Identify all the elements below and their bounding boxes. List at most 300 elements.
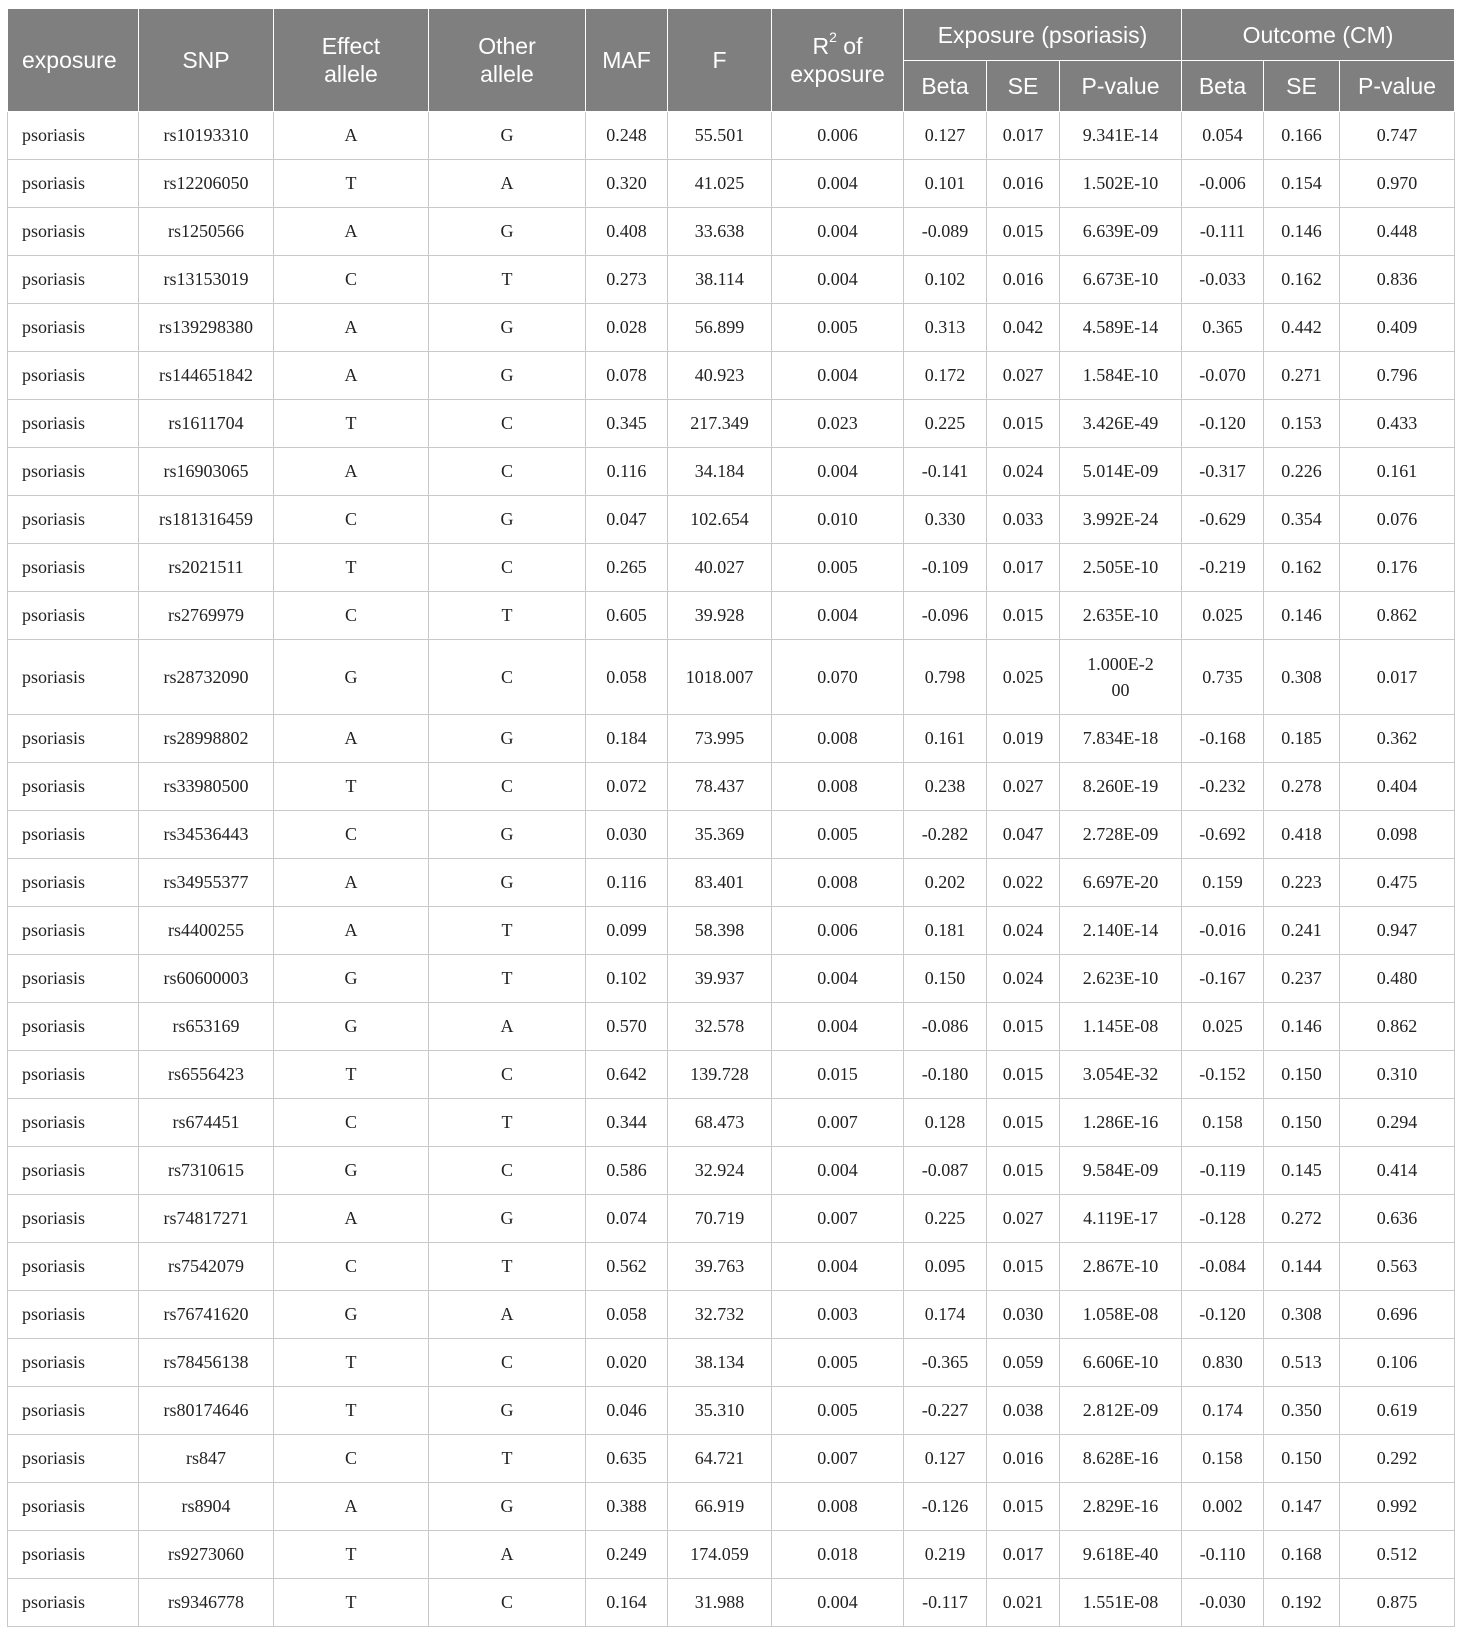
cell-outcome-pvalue: 0.076 xyxy=(1340,496,1455,544)
cell-other-allele: G xyxy=(429,811,586,859)
table-row xyxy=(8,640,1455,715)
header-f: F xyxy=(668,9,772,112)
cell-outcome-se: 0.272 xyxy=(1264,1195,1340,1243)
cell-maf: 0.116 xyxy=(586,448,668,496)
cell-outcome-pvalue: 0.747 xyxy=(1340,112,1455,160)
cell-snp: rs6556423 xyxy=(139,1051,274,1099)
table-row xyxy=(8,1195,1455,1243)
cell-exposure: psoriasis xyxy=(8,811,139,859)
cell-effect-allele: A xyxy=(274,907,429,955)
header-group-exposure: Exposure (psoriasis) xyxy=(904,9,1182,61)
cell-exposure-beta: -0.180 xyxy=(904,1051,987,1099)
cell-f: 39.937 xyxy=(668,955,772,1003)
cell-other-allele: G xyxy=(429,112,586,160)
cell-snp: rs78456138 xyxy=(139,1339,274,1387)
cell-outcome-beta: -0.070 xyxy=(1182,352,1264,400)
cell-exposure-pvalue: 2.505E-10 xyxy=(1060,544,1182,592)
cell-outcome-se: 0.166 xyxy=(1264,112,1340,160)
cell-outcome-se: 0.442 xyxy=(1264,304,1340,352)
cell-exposure-se: 0.025 xyxy=(987,640,1060,715)
header-effect-allele xyxy=(274,9,429,112)
cell-other-allele: G xyxy=(429,352,586,400)
cell-exposure: psoriasis xyxy=(8,763,139,811)
header-r2-main: R xyxy=(812,33,830,59)
cell-exposure-pvalue: 1.145E-08 xyxy=(1060,1003,1182,1051)
cell-effect-allele: T xyxy=(274,1387,429,1435)
cell-f: 174.059 xyxy=(668,1531,772,1579)
cell-outcome-pvalue: 0.696 xyxy=(1340,1291,1455,1339)
cell-exposure-beta: 0.161 xyxy=(904,715,987,763)
cell-maf: 0.028 xyxy=(586,304,668,352)
cell-maf: 0.058 xyxy=(586,640,668,715)
cell-exposure-se: 0.059 xyxy=(987,1339,1060,1387)
cell-exposure-beta: 0.127 xyxy=(904,112,987,160)
cell-maf: 0.102 xyxy=(586,955,668,1003)
header-outcome-beta: Beta xyxy=(1182,61,1264,112)
cell-exposure-pvalue: 2.829E-16 xyxy=(1060,1483,1182,1531)
cell-f: 78.437 xyxy=(668,763,772,811)
cell-exposure-se: 0.015 xyxy=(987,592,1060,640)
cell-exposure-pvalue: 8.260E-19 xyxy=(1060,763,1182,811)
table-row xyxy=(8,1291,1455,1339)
cell-snp: rs60600003 xyxy=(139,955,274,1003)
header-r2-of: of xyxy=(836,33,863,59)
cell-r2: 0.005 xyxy=(772,1339,904,1387)
cell-exposure-pvalue: 6.673E-10 xyxy=(1060,256,1182,304)
cell-maf: 0.020 xyxy=(586,1339,668,1387)
header-outcome-se: SE xyxy=(1264,61,1340,112)
cell-exposure-pvalue: 2.728E-09 xyxy=(1060,811,1182,859)
cell-f: 39.763 xyxy=(668,1243,772,1291)
cell-other-allele: C xyxy=(429,448,586,496)
cell-f: 68.473 xyxy=(668,1099,772,1147)
cell-exposure: psoriasis xyxy=(8,592,139,640)
cell-outcome-beta: -0.033 xyxy=(1182,256,1264,304)
cell-other-allele: G xyxy=(429,304,586,352)
cell-snp: rs7310615 xyxy=(139,1147,274,1195)
cell-exposure-beta: 0.225 xyxy=(904,1195,987,1243)
cell-exposure-se: 0.016 xyxy=(987,160,1060,208)
cell-outcome-se: 0.308 xyxy=(1264,1291,1340,1339)
cell-effect-allele: A xyxy=(274,208,429,256)
header-maf: MAF xyxy=(586,9,668,112)
cell-exposure-se: 0.027 xyxy=(987,352,1060,400)
cell-exposure-se: 0.015 xyxy=(987,1243,1060,1291)
header-snp: SNP xyxy=(139,9,274,112)
cell-outcome-se: 0.223 xyxy=(1264,859,1340,907)
cell-r2: 0.007 xyxy=(772,1435,904,1483)
cell-maf: 0.248 xyxy=(586,112,668,160)
cell-snp: rs7542079 xyxy=(139,1243,274,1291)
cell-exposure-beta: 0.225 xyxy=(904,400,987,448)
cell-r2: 0.004 xyxy=(772,1147,904,1195)
cell-maf: 0.562 xyxy=(586,1243,668,1291)
cell-snp: rs9273060 xyxy=(139,1531,274,1579)
cell-maf: 0.570 xyxy=(586,1003,668,1051)
table-row xyxy=(8,256,1455,304)
cell-f: 33.638 xyxy=(668,208,772,256)
cell-exposure-beta: -0.365 xyxy=(904,1339,987,1387)
cell-f: 102.654 xyxy=(668,496,772,544)
cell-outcome-pvalue: 0.836 xyxy=(1340,256,1455,304)
cell-outcome-pvalue: 0.106 xyxy=(1340,1339,1455,1387)
cell-exposure-beta: 0.095 xyxy=(904,1243,987,1291)
cell-snp: rs28998802 xyxy=(139,715,274,763)
cell-exposure: psoriasis xyxy=(8,640,139,715)
table-row xyxy=(8,811,1455,859)
cell-exposure-beta: 0.798 xyxy=(904,640,987,715)
cell-exposure-se: 0.016 xyxy=(987,1435,1060,1483)
cell-exposure-pvalue: 7.834E-18 xyxy=(1060,715,1182,763)
cell-other-allele: G xyxy=(429,208,586,256)
cell-exposure: psoriasis xyxy=(8,859,139,907)
cell-snp: rs16903065 xyxy=(139,448,274,496)
cell-exposure-beta: -0.087 xyxy=(904,1147,987,1195)
cell-exposure: psoriasis xyxy=(8,1435,139,1483)
table-row xyxy=(8,352,1455,400)
cell-exposure-se: 0.015 xyxy=(987,208,1060,256)
cell-other-allele: T xyxy=(429,592,586,640)
header-exposure-beta: Beta xyxy=(904,61,987,112)
cell-r2: 0.023 xyxy=(772,400,904,448)
cell-outcome-se: 0.162 xyxy=(1264,256,1340,304)
cell-other-allele: T xyxy=(429,1435,586,1483)
cell-other-allele: T xyxy=(429,256,586,304)
cell-f: 35.369 xyxy=(668,811,772,859)
cell-exposure: psoriasis xyxy=(8,907,139,955)
cell-exposure-se: 0.015 xyxy=(987,400,1060,448)
cell-exposure-se: 0.024 xyxy=(987,907,1060,955)
cell-exposure-se: 0.038 xyxy=(987,1387,1060,1435)
table-row xyxy=(8,208,1455,256)
cell-snp: rs674451 xyxy=(139,1099,274,1147)
cell-f: 66.919 xyxy=(668,1483,772,1531)
cell-outcome-beta: 0.158 xyxy=(1182,1099,1264,1147)
header-other-allele xyxy=(429,9,586,112)
cell-effect-allele: A xyxy=(274,715,429,763)
cell-r2: 0.004 xyxy=(772,592,904,640)
cell-f: 35.310 xyxy=(668,1387,772,1435)
cell-exposure-se: 0.015 xyxy=(987,1003,1060,1051)
cell-f: 31.988 xyxy=(668,1579,772,1627)
cell-exposure-pvalue: 1.584E-10 xyxy=(1060,352,1182,400)
cell-r2: 0.015 xyxy=(772,1051,904,1099)
cell-exposure: psoriasis xyxy=(8,448,139,496)
cell-outcome-pvalue: 0.992 xyxy=(1340,1483,1455,1531)
cell-exposure: psoriasis xyxy=(8,256,139,304)
cell-f: 40.027 xyxy=(668,544,772,592)
cell-outcome-beta: 0.174 xyxy=(1182,1387,1264,1435)
cell-f: 217.349 xyxy=(668,400,772,448)
cell-exposure: psoriasis xyxy=(8,1243,139,1291)
cell-outcome-beta: -0.168 xyxy=(1182,715,1264,763)
cell-other-allele: A xyxy=(429,160,586,208)
cell-exposure-se: 0.033 xyxy=(987,496,1060,544)
cell-outcome-beta: -0.232 xyxy=(1182,763,1264,811)
cell-snp: rs9346778 xyxy=(139,1579,274,1627)
cell-effect-allele: T xyxy=(274,1339,429,1387)
cell-outcome-beta: -0.152 xyxy=(1182,1051,1264,1099)
cell-exposure: psoriasis xyxy=(8,1387,139,1435)
cell-maf: 0.635 xyxy=(586,1435,668,1483)
cell-exposure-se: 0.047 xyxy=(987,811,1060,859)
cell-outcome-pvalue: 0.294 xyxy=(1340,1099,1455,1147)
cell-f: 55.501 xyxy=(668,112,772,160)
cell-exposure-se: 0.015 xyxy=(987,1147,1060,1195)
table-row xyxy=(8,907,1455,955)
cell-exposure-beta: -0.117 xyxy=(904,1579,987,1627)
cell-exposure-se: 0.016 xyxy=(987,256,1060,304)
cell-f: 1018.007 xyxy=(668,640,772,715)
cell-outcome-beta: 0.002 xyxy=(1182,1483,1264,1531)
cell-exposure-pvalue: 9.618E-40 xyxy=(1060,1531,1182,1579)
cell-r2: 0.004 xyxy=(772,352,904,400)
cell-exposure-beta: -0.227 xyxy=(904,1387,987,1435)
cell-maf: 0.078 xyxy=(586,352,668,400)
cell-maf: 0.345 xyxy=(586,400,668,448)
cell-exposure: psoriasis xyxy=(8,1483,139,1531)
table-row xyxy=(8,1339,1455,1387)
cell-exposure-se: 0.015 xyxy=(987,1051,1060,1099)
cell-outcome-pvalue: 0.636 xyxy=(1340,1195,1455,1243)
cell-exposure-se: 0.017 xyxy=(987,1531,1060,1579)
cell-exposure-se: 0.015 xyxy=(987,1483,1060,1531)
cell-exposure-beta: 0.172 xyxy=(904,352,987,400)
cell-exposure-se: 0.015 xyxy=(987,1099,1060,1147)
header-other-allele-line2: allele xyxy=(480,61,534,87)
cell-exposure-pvalue: 2.623E-10 xyxy=(1060,955,1182,1003)
cell-exposure-pvalue: 3.992E-24 xyxy=(1060,496,1182,544)
cell-effect-allele: T xyxy=(274,1579,429,1627)
cell-snp: rs8904 xyxy=(139,1483,274,1531)
cell-outcome-beta: -0.692 xyxy=(1182,811,1264,859)
cell-r2: 0.004 xyxy=(772,256,904,304)
table-row xyxy=(8,496,1455,544)
cell-outcome-pvalue: 0.310 xyxy=(1340,1051,1455,1099)
cell-effect-allele: A xyxy=(274,304,429,352)
cell-effect-allele: A xyxy=(274,859,429,907)
cell-outcome-beta: -0.317 xyxy=(1182,448,1264,496)
cell-outcome-pvalue: 0.862 xyxy=(1340,1003,1455,1051)
cell-outcome-pvalue: 0.619 xyxy=(1340,1387,1455,1435)
cell-outcome-pvalue: 0.970 xyxy=(1340,160,1455,208)
table-row xyxy=(8,715,1455,763)
cell-effect-allele: C xyxy=(274,592,429,640)
cell-f: 56.899 xyxy=(668,304,772,352)
cell-r2: 0.006 xyxy=(772,112,904,160)
cell-outcome-beta: -0.016 xyxy=(1182,907,1264,955)
cell-outcome-beta: -0.030 xyxy=(1182,1579,1264,1627)
cell-snp: rs74817271 xyxy=(139,1195,274,1243)
cell-exposure-beta: 0.238 xyxy=(904,763,987,811)
cell-snp: rs34955377 xyxy=(139,859,274,907)
cell-effect-allele: T xyxy=(274,1531,429,1579)
header-exposure-pvalue: P-value xyxy=(1060,61,1182,112)
cell-outcome-beta: -0.120 xyxy=(1182,1291,1264,1339)
cell-exposure: psoriasis xyxy=(8,1147,139,1195)
table-row xyxy=(8,1435,1455,1483)
cell-exposure-pvalue: 1.551E-08 xyxy=(1060,1579,1182,1627)
cell-exposure: psoriasis xyxy=(8,304,139,352)
cell-r2: 0.004 xyxy=(772,1243,904,1291)
cell-outcome-se: 0.192 xyxy=(1264,1579,1340,1627)
cell-effect-allele: G xyxy=(274,640,429,715)
cell-other-allele: G xyxy=(429,1195,586,1243)
cell-maf: 0.388 xyxy=(586,1483,668,1531)
cell-outcome-beta: -0.629 xyxy=(1182,496,1264,544)
cell-exposure-pvalue: 5.014E-09 xyxy=(1060,448,1182,496)
cell-r2: 0.004 xyxy=(772,1003,904,1051)
cell-outcome-se: 0.237 xyxy=(1264,955,1340,1003)
cell-maf: 0.072 xyxy=(586,763,668,811)
table-row xyxy=(8,1003,1455,1051)
cell-maf: 0.184 xyxy=(586,715,668,763)
cell-exposure-beta: 0.330 xyxy=(904,496,987,544)
cell-exposure-se: 0.030 xyxy=(987,1291,1060,1339)
cell-effect-allele: A xyxy=(274,448,429,496)
cell-r2: 0.003 xyxy=(772,1291,904,1339)
cell-snp: rs139298380 xyxy=(139,304,274,352)
cell-r2: 0.008 xyxy=(772,763,904,811)
table-row xyxy=(8,448,1455,496)
cell-r2: 0.007 xyxy=(772,1099,904,1147)
cell-outcome-beta: 0.025 xyxy=(1182,592,1264,640)
cell-exposure-beta: -0.126 xyxy=(904,1483,987,1531)
table-row xyxy=(8,400,1455,448)
cell-exposure-beta: 0.102 xyxy=(904,256,987,304)
cell-outcome-pvalue: 0.414 xyxy=(1340,1147,1455,1195)
cell-snp: rs144651842 xyxy=(139,352,274,400)
cell-exposure: psoriasis xyxy=(8,715,139,763)
table-header xyxy=(8,9,1455,112)
cell-outcome-se: 0.154 xyxy=(1264,160,1340,208)
cell-r2: 0.004 xyxy=(772,448,904,496)
cell-f: 73.995 xyxy=(668,715,772,763)
cell-outcome-se: 0.146 xyxy=(1264,592,1340,640)
cell-exposure-pvalue: 2.812E-09 xyxy=(1060,1387,1182,1435)
cell-f: 83.401 xyxy=(668,859,772,907)
cell-exposure-beta: -0.282 xyxy=(904,811,987,859)
cell-outcome-beta: -0.120 xyxy=(1182,400,1264,448)
cell-exposure-pvalue: 3.054E-32 xyxy=(1060,1051,1182,1099)
cell-other-allele: C xyxy=(429,1339,586,1387)
cell-other-allele: G xyxy=(429,496,586,544)
header-outcome-pvalue: P-value xyxy=(1340,61,1455,112)
cell-maf: 0.074 xyxy=(586,1195,668,1243)
cell-other-allele: T xyxy=(429,1099,586,1147)
cell-r2: 0.008 xyxy=(772,1483,904,1531)
cell-exposure-se: 0.024 xyxy=(987,955,1060,1003)
cell-effect-allele: G xyxy=(274,955,429,1003)
cell-effect-allele: C xyxy=(274,1243,429,1291)
cell-f: 38.114 xyxy=(668,256,772,304)
cell-outcome-beta: -0.110 xyxy=(1182,1531,1264,1579)
cell-outcome-se: 0.513 xyxy=(1264,1339,1340,1387)
cell-other-allele: C xyxy=(429,1147,586,1195)
cell-outcome-beta: 0.025 xyxy=(1182,1003,1264,1051)
cell-exposure-se: 0.042 xyxy=(987,304,1060,352)
cell-maf: 0.030 xyxy=(586,811,668,859)
cell-maf: 0.605 xyxy=(586,592,668,640)
cell-exposure-beta: -0.089 xyxy=(904,208,987,256)
cell-exposure-pvalue: 6.697E-20 xyxy=(1060,859,1182,907)
cell-f: 32.732 xyxy=(668,1291,772,1339)
cell-outcome-beta: -0.111 xyxy=(1182,208,1264,256)
cell-exposure: psoriasis xyxy=(8,1531,139,1579)
cell-effect-allele: A xyxy=(274,112,429,160)
cell-effect-allele: A xyxy=(274,1195,429,1243)
cell-other-allele: G xyxy=(429,1483,586,1531)
cell-f: 41.025 xyxy=(668,160,772,208)
cell-other-allele: G xyxy=(429,859,586,907)
cell-exposure-se: 0.027 xyxy=(987,1195,1060,1243)
header-group-outcome: Outcome (CM) xyxy=(1182,9,1455,61)
cell-outcome-beta: -0.128 xyxy=(1182,1195,1264,1243)
cell-exposure: psoriasis xyxy=(8,1003,139,1051)
table-row xyxy=(8,592,1455,640)
cell-other-allele: T xyxy=(429,907,586,955)
cell-effect-allele: G xyxy=(274,1291,429,1339)
cell-outcome-pvalue: 0.433 xyxy=(1340,400,1455,448)
cell-exposure-pvalue: 2.635E-10 xyxy=(1060,592,1182,640)
cell-effect-allele: C xyxy=(274,1099,429,1147)
cell-exposure-beta: 0.313 xyxy=(904,304,987,352)
cell-effect-allele: T xyxy=(274,763,429,811)
cell-outcome-beta: -0.167 xyxy=(1182,955,1264,1003)
table-row xyxy=(8,1579,1455,1627)
table-row xyxy=(8,1531,1455,1579)
header-exposure: exposure xyxy=(8,9,139,112)
cell-r2: 0.070 xyxy=(772,640,904,715)
cell-outcome-beta: 0.735 xyxy=(1182,640,1264,715)
cell-effect-allele: C xyxy=(274,1435,429,1483)
header-effect-allele-line2: allele xyxy=(324,61,378,87)
cell-exposure: psoriasis xyxy=(8,955,139,1003)
header-r2-superscript: 2 xyxy=(829,29,837,46)
cell-exposure-beta: -0.096 xyxy=(904,592,987,640)
cell-effect-allele: T xyxy=(274,400,429,448)
table-row xyxy=(8,1243,1455,1291)
cell-maf: 0.099 xyxy=(586,907,668,955)
cell-outcome-pvalue: 0.512 xyxy=(1340,1531,1455,1579)
cell-exposure: psoriasis xyxy=(8,160,139,208)
table-row xyxy=(8,1147,1455,1195)
cell-effect-allele: C xyxy=(274,256,429,304)
cell-exposure-beta: 0.128 xyxy=(904,1099,987,1147)
cell-exposure-pvalue: 6.639E-09 xyxy=(1060,208,1182,256)
cell-exposure-se: 0.017 xyxy=(987,112,1060,160)
cell-exposure: psoriasis xyxy=(8,1339,139,1387)
cell-other-allele: C xyxy=(429,640,586,715)
cell-exposure: psoriasis xyxy=(8,544,139,592)
cell-exposure-pvalue: 2.140E-14 xyxy=(1060,907,1182,955)
cell-outcome-pvalue: 0.362 xyxy=(1340,715,1455,763)
header-effect-allele-line1: Effect xyxy=(321,33,381,59)
cell-snp: rs10193310 xyxy=(139,112,274,160)
table-row xyxy=(8,763,1455,811)
cell-f: 40.923 xyxy=(668,352,772,400)
cell-maf: 0.116 xyxy=(586,859,668,907)
cell-outcome-se: 0.144 xyxy=(1264,1243,1340,1291)
cell-outcome-beta: -0.119 xyxy=(1182,1147,1264,1195)
cell-outcome-beta: -0.219 xyxy=(1182,544,1264,592)
cell-exposure: psoriasis xyxy=(8,112,139,160)
cell-effect-allele: T xyxy=(274,160,429,208)
table-row xyxy=(8,304,1455,352)
cell-f: 38.134 xyxy=(668,1339,772,1387)
cell-exposure-se: 0.019 xyxy=(987,715,1060,763)
cell-effect-allele: A xyxy=(274,1483,429,1531)
